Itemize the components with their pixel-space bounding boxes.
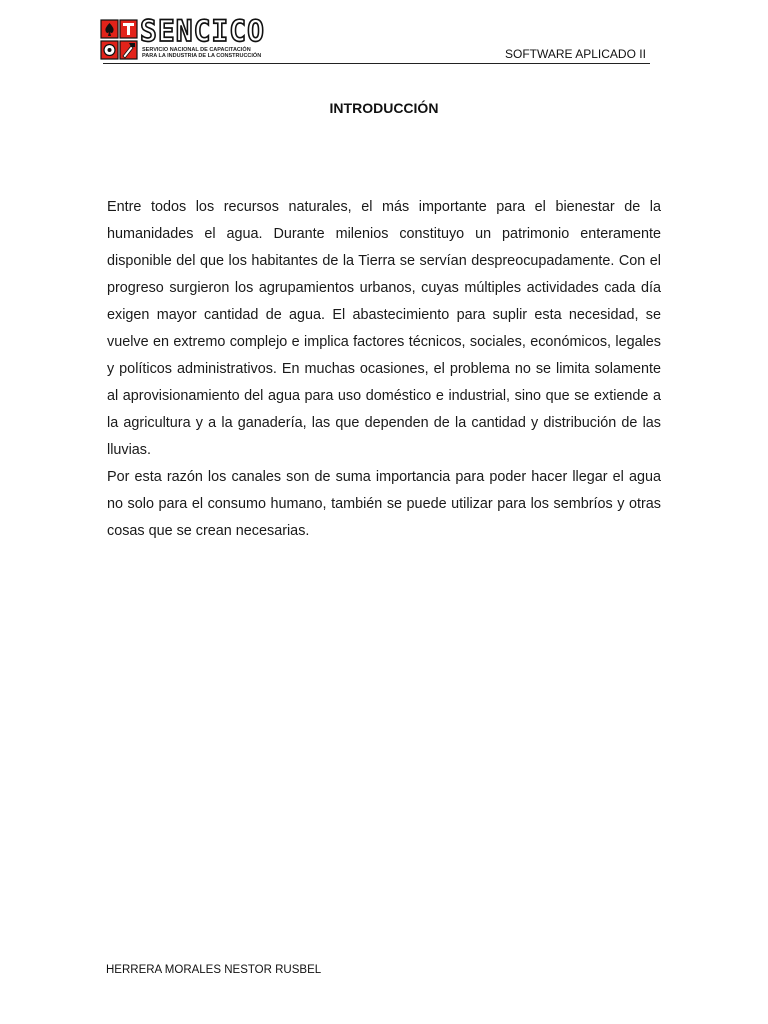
footer-author: HERRERA MORALES NESTOR RUSBEL xyxy=(106,964,322,976)
logo-subtitle-line1: SERVICIO NACIONAL DE CAPACITACIÓN xyxy=(142,47,251,53)
header-divider xyxy=(103,63,650,64)
logo-subtitle-line2: PARA LA INDUSTRIA DE LA CONSTRUCCIÓN xyxy=(142,53,262,59)
page-title: INTRODUCCIÓN xyxy=(329,100,439,116)
paragraph: Entre todos los recursos naturales, el más importante para el bienestar de la humanidades el agua. Durante milenios constituyo un patrimonio enteramente disponible del que los habitantes de la Tierra se servían despreocupadamente. Con el progreso surgieron los agrupamientos urbanos, cuyas múltiples actividades cada día exigen mayor cantidad de agua. El abastecimiento para suplir esta necesidad, se vuelve en extremo complejo e implica factores técnicos, sociales, económicos, legales y políticos administrativos. En muchas ocasiones, el problema no se limita solamente al aprovisionamiento del agua para uso doméstico e industrial, sino que se extiende a la agricultura y a la ganadería, las que dependen de la cantidad y distribución de las lluvias. xyxy=(107,199,661,458)
logo-wordmark: SENCICO xyxy=(140,13,266,49)
course-title: SOFTWARE APLICADO II xyxy=(505,47,646,61)
document-body xyxy=(107,194,661,545)
sencico-logo-icon xyxy=(100,17,140,63)
paragraph: Por esta razón los canales son de suma importancia para poder hacer llegar el agua no solo para el consumo humano, también se puede utilizar para los sembríos y otras cosas que se crean necesarias. xyxy=(107,469,661,539)
sencico-logo xyxy=(100,13,266,63)
